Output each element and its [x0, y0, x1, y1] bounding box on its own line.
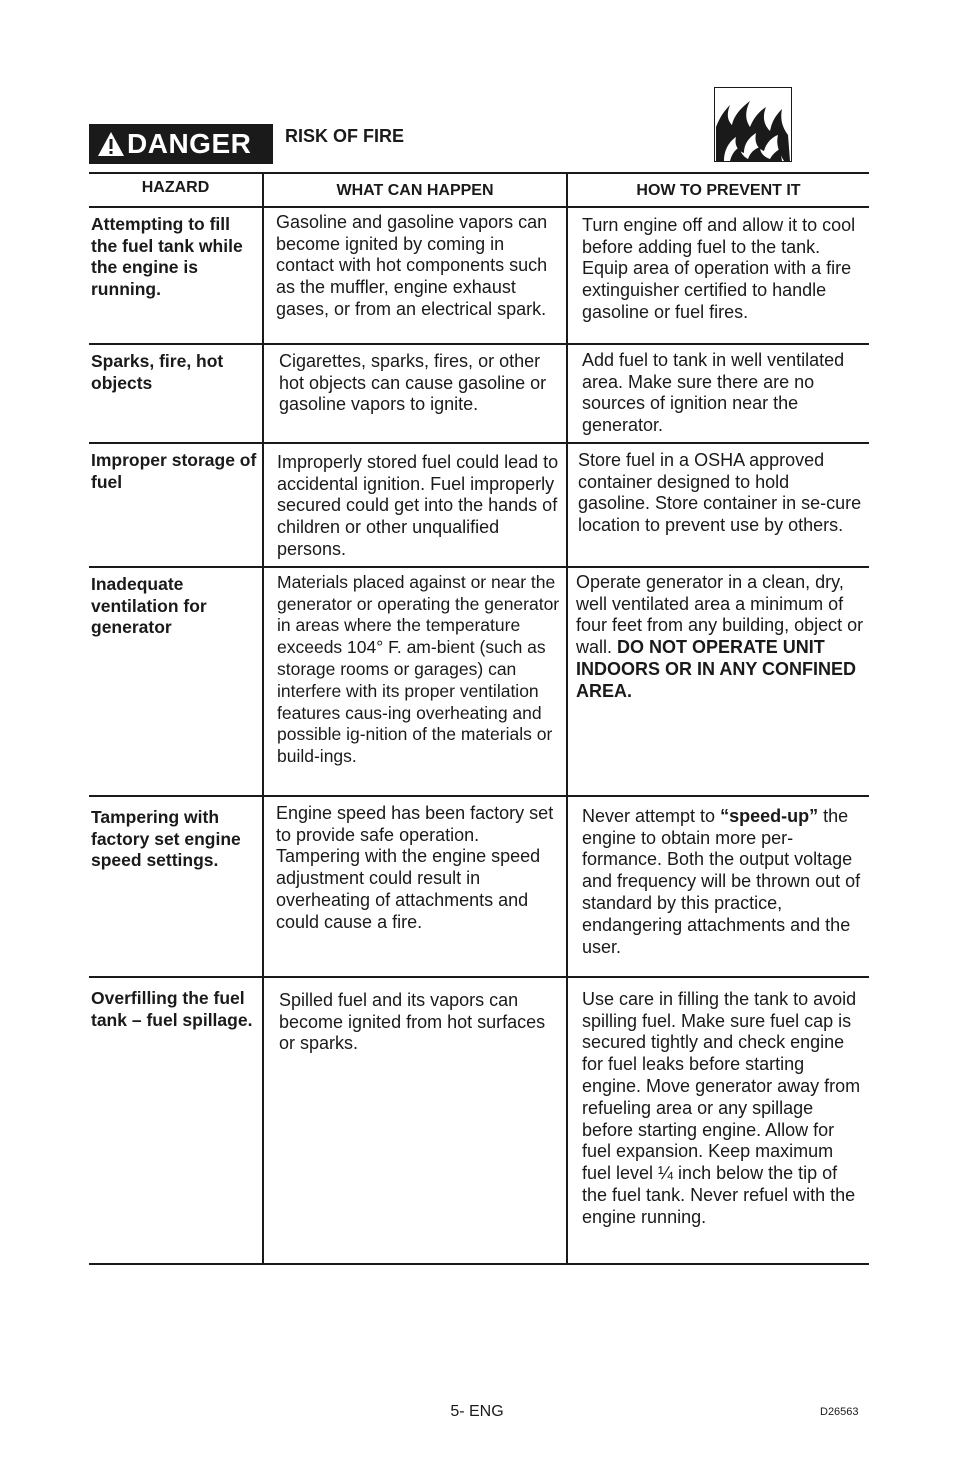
danger-badge [89, 124, 273, 164]
warning-triangle-icon [97, 131, 125, 157]
table-row [89, 444, 869, 568]
prevent-post: the engine to obtain more per-formance. Both the output voltage and frequency will be thrown out of standard by this practice, endangering attachments and the user. [582, 805, 861, 957]
table-row [89, 345, 869, 444]
prevent-warning: DO NOT OPERATE UNIT INDOORS OR IN ANY CONFINED AREA. [576, 637, 857, 701]
prevent-emphasis: “speed-up” [720, 805, 819, 826]
prevent-cell [566, 797, 869, 976]
happen-cell: Engine speed has been factory set to provide safe operation. Tampering with the engine speed adjustment could result in overheating of attachments and could cause a fire. [262, 797, 566, 976]
happen-cell: Cigarettes, sparks, fires, or other hot objects can cause gasoline or gasoline vapors to ignite. [262, 345, 566, 442]
prevent-pre: Never attempt to [582, 805, 716, 826]
hazard-cell: Attempting to fill the fuel tank while the engine is running. [91, 213, 243, 300]
table-row [89, 208, 869, 345]
table-header-row [89, 174, 869, 208]
risk-title: RISK OF FIRE [285, 126, 405, 146]
header-how-to-prevent: HOW TO PREVENT IT [566, 174, 869, 206]
prevent-cell [566, 568, 869, 795]
prevent-cell: Add fuel to tank in well ventilated area. Make sure there are no sources of ignition near the generator. [566, 345, 869, 442]
header-hazard: HAZARD [141, 179, 210, 196]
table-row [89, 797, 869, 978]
hazard-cell: Overfilling the fuel tank – fuel spillage. [91, 987, 253, 1030]
prevent-cell: Use care in filling the tank to avoid spilling fuel. Make sure fuel cap is secured tightly and check engine for fuel leaks before starting engine. Move generator away from refueling area or any spillage before starting engine. Allow for fuel expansion. Keep maximum fuel level ¼ inch below the tip of the fuel tank. Never refuel with the engine running. [566, 978, 869, 1263]
fire-icon [714, 87, 792, 162]
page-number: 5- ENG [450, 1403, 504, 1420]
hazard-cell: Inadequate ventilation for generator [91, 573, 207, 638]
danger-word: DANGER [127, 128, 252, 159]
fire-hazard-table [89, 172, 869, 1265]
table-row [89, 568, 869, 797]
document-code: D26563 [820, 1406, 859, 1418]
hazard-cell: Improper storage of fuel [91, 449, 257, 492]
happen-cell: Gasoline and gasoline vapors can become ignited by coming in contact with hot components such as the muffler, engine exhaust gases, or from an electrical spark. [262, 208, 566, 343]
header-what-can-happen: WHAT CAN HAPPEN [262, 174, 566, 206]
happen-cell: Improperly stored fuel could lead to accidental ignition. Fuel improperly secured could get into the hands of children or other unqualified persons. [262, 444, 566, 566]
happen-cell: Materials placed against or near the generator or operating the generator in areas where the temperature exceeds 104° F. am-bient (such as storage rooms or garages) can interfere with its proper ventilation features caus-ing overheating and possible ig-nition of the materials or build-ings. [262, 568, 566, 795]
prevent-cell: Turn engine off and allow it to cool before adding fuel to the tank. Equip area of operation with a fire extinguisher certified to handle gasoline or fuel fires. [566, 208, 869, 343]
prevent-cell: Store fuel in a OSHA approved container designed to hold gasoline. Store container in se-cure location to prevent use by others. [566, 444, 869, 566]
prevent-text: Operate generator in a clean, dry, well ventilated area a minimum of four feet from any building, object or wall. [576, 571, 864, 658]
hazard-cell: Sparks, fire, hot objects [91, 350, 224, 393]
hazard-cell: Tampering with factory set engine speed settings. [91, 806, 241, 871]
happen-cell: Spilled fuel and its vapors can become ignited from hot surfaces or sparks. [262, 978, 566, 1263]
table-row [89, 978, 869, 1265]
